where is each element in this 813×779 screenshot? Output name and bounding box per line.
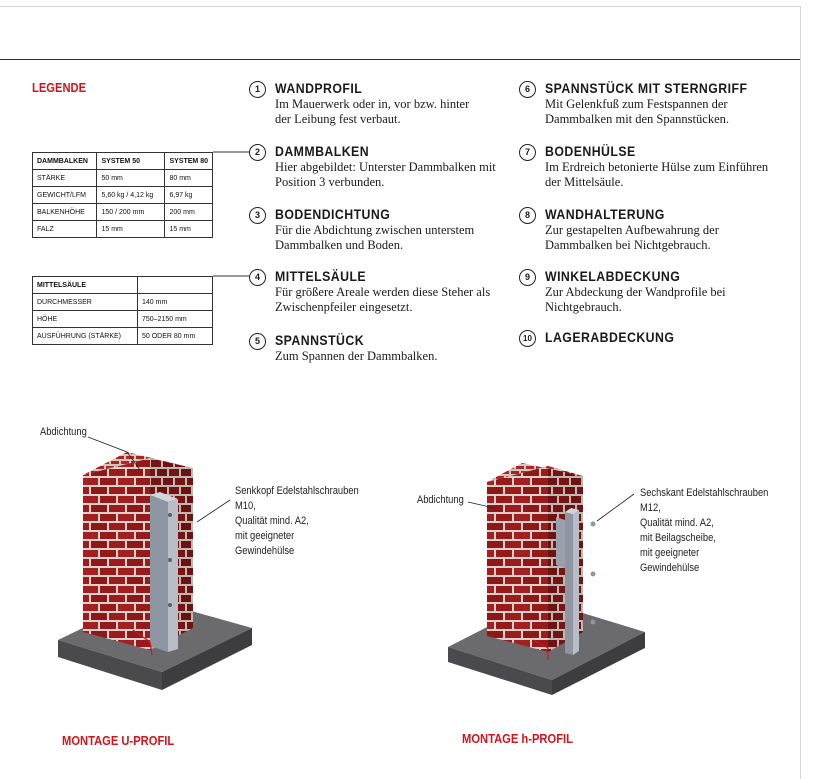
- screw-callout-line: M12,: [640, 502, 661, 514]
- item-title: WINKELABDECKUNG: [545, 268, 681, 284]
- item-number: 9: [519, 269, 536, 286]
- item-description: Zum Spannen der Dammbalken.: [275, 349, 438, 363]
- h-profile-illustration: [448, 463, 645, 695]
- table-header-cell: DAMMBALKEN: [33, 153, 97, 170]
- table-cell: DURCHMESSER: [33, 294, 138, 311]
- table-cell: 5,60 kg / 4,12 kg: [97, 187, 165, 204]
- mounting-illustrations: [0, 400, 813, 770]
- item-description: Für größere Areale werden diese Steher als Zwischenpfeiler eingesetzt.: [275, 285, 491, 314]
- item-description: Für die Abdichtung zwischen unterstem Dammbalken und Boden.: [275, 223, 475, 252]
- item-description: Im Mauerwerk oder in, vor bzw. hinter der Leibung fest verbaut.: [275, 97, 470, 126]
- item-number: 7: [519, 144, 536, 161]
- table-header-cell: SYSTEM 80: [165, 153, 213, 170]
- item-description: Zur Abdeckung der Wandprofile bei Nichtgebrauch.: [545, 285, 726, 314]
- table-cell: STÄRKE: [33, 170, 97, 187]
- table-header-cell: SYSTEM 50: [97, 153, 165, 170]
- item-number: 4: [249, 269, 266, 286]
- table-cell: 200 mm: [165, 204, 213, 221]
- screw-callout-line: Qualität mind. A2,: [640, 517, 714, 529]
- table-cell: 80 mm: [165, 170, 213, 187]
- table-cell: 15 mm: [97, 221, 165, 238]
- screw-callout-line: mit geeigneter: [640, 547, 700, 559]
- item-title: SPANNSTÜCK MIT STERNGRIFF: [545, 80, 748, 96]
- item-title: LAGERABDECKUNG: [545, 329, 675, 345]
- item-description: Hier abgebildet: Unterster Dammbalken mit Position 3 verbunden.: [275, 160, 496, 189]
- item-number: 8: [519, 207, 536, 224]
- table-cell: 6,97 kg: [165, 187, 213, 204]
- table-cell: BALKENHÖHE: [33, 204, 97, 221]
- screw-callout-line: Qualität mind. A2,: [235, 515, 309, 527]
- item-number: 6: [519, 81, 536, 98]
- table-cell: 50 mm: [97, 170, 165, 187]
- table-cell: HÖHE: [33, 311, 138, 328]
- table-header-cell: MITTELSÄULE: [33, 277, 138, 294]
- item-title: MITTELSÄULE: [275, 268, 367, 284]
- screw-callout-line: M10,: [235, 500, 256, 512]
- screw-callout-line: mit geeigneter: [235, 530, 295, 542]
- table-cell: FALZ: [33, 221, 97, 238]
- item-number: 5: [249, 333, 266, 350]
- item-number: 10: [519, 330, 536, 347]
- legend-title: LEGENDE: [32, 80, 87, 95]
- item-title: DAMMBALKEN: [275, 143, 370, 159]
- item-title: BODENDICHTUNG: [275, 206, 391, 222]
- item-title: BODENHÜLSE: [545, 143, 636, 159]
- caption-montage-u-profil: MONTAGE U-PROFIL: [62, 733, 175, 748]
- table-cell: 750–2150 mm: [138, 311, 213, 328]
- item-title: WANDPROFIL: [275, 80, 363, 96]
- screw-callout-line: Gewindehülse: [640, 562, 700, 574]
- seal-label-left: Abdichtung: [40, 426, 87, 438]
- screw-callout-left: [235, 484, 359, 559]
- caption-montage-h-profil: MONTAGE h-PROFIL: [462, 731, 573, 746]
- item-description: Mit Gelenkfuß zum Festspannen der Dammbalken mit den Spannstücken.: [545, 97, 729, 126]
- table-cell: AUSFÜHRUNG (STÄRKE): [33, 328, 138, 345]
- table-cell: 15 mm: [165, 221, 213, 238]
- screw-callout-line: mit Beilagscheibe,: [640, 532, 716, 544]
- screw-callout-line: Senkkopf Edelstahlschrauben: [235, 485, 359, 497]
- item-description: Zur gestapelten Aufbewahrung der Dammbalken bei Nichtgebrauch.: [545, 223, 719, 252]
- screw-callout-line: Gewindehülse: [235, 545, 295, 557]
- u-profile-illustration: [58, 437, 252, 690]
- item-number: 1: [249, 81, 266, 98]
- screw-callout-right: [640, 486, 768, 576]
- table-cell: 150 / 200 mm: [97, 204, 165, 221]
- table-cell: 140 mm: [138, 294, 213, 311]
- item-number: 3: [249, 207, 266, 224]
- table-cell: GEWICHT/LFM: [33, 187, 97, 204]
- screw-callout-line: Sechskant Edelstahlschrauben: [640, 487, 769, 499]
- seal-label-right: Abdichtung: [417, 494, 464, 506]
- item-title: SPANNSTÜCK: [275, 332, 365, 348]
- item-title: WANDHALTERUNG: [545, 206, 665, 222]
- item-number: 2: [249, 144, 266, 161]
- item-description: Im Erdreich betonierte Hülse zum Einführen der Mittelsäule.: [545, 160, 769, 189]
- table-cell: 50 ODER 80 mm: [138, 328, 213, 345]
